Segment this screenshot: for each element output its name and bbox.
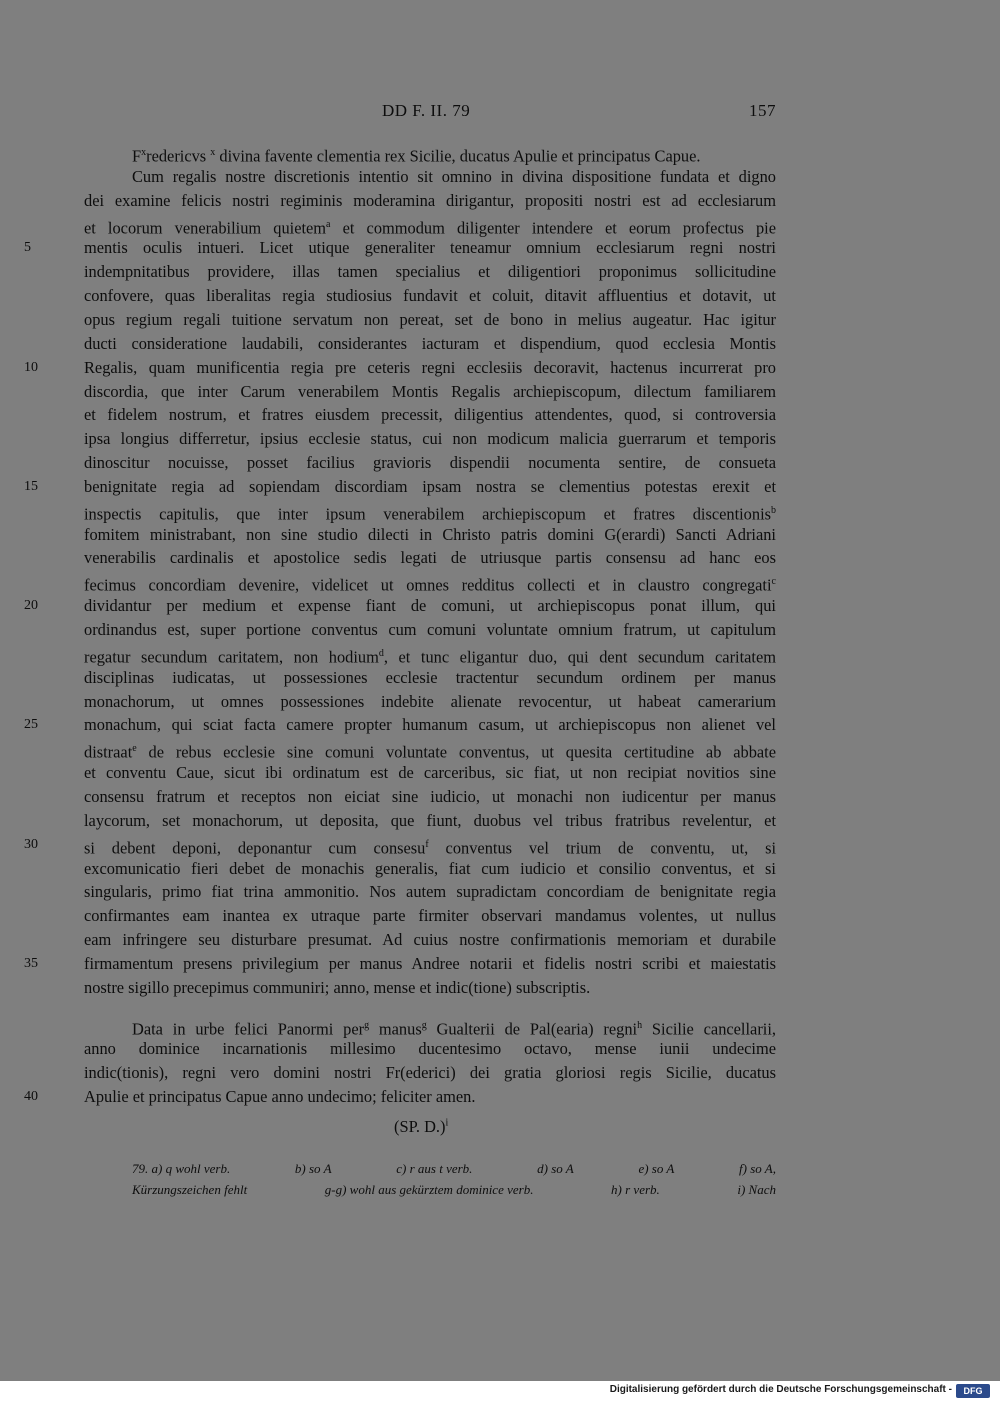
text-line [84,690,776,714]
text-line [24,236,776,260]
text-line [84,499,776,523]
line-text: dei examine felicis nostri regiminis moderamina dirigantur, propositi nostri est ad ecclesiarum [84,190,776,210]
footnote-entry: g-g) wohl aus gekürztem dominice verb. [324,1182,534,1197]
line-number: 10 [24,359,38,375]
footnote-entry: f) so A, [739,1161,776,1176]
line-text: confovere, quas liberalitas regia studiosius fundavit et coluit, ditavit affluentius et dotavit, ut [84,286,776,306]
line-text: benignitate regia ad sopiendam discordiam ipsam nostra se clementius potestas erexit et [84,476,776,496]
line-text: mentis oculis intueri. Licet utique generaliter teneamur omnium ecclesiarum regni nostri [84,238,776,258]
text-line [24,594,776,618]
line-number: 25 [24,717,38,733]
footnote-entry: Kürzungszeichen fehlt [132,1182,248,1197]
text-line [84,1061,776,1085]
footnote-entry: h) r verb. [611,1182,660,1197]
line-text: dividantur per medium et expense fiant de comuni, ut archiepiscopus ponat illum, qui [84,596,776,616]
line-text: monachorum, ut omnes possessiones indebite alienate revocentur, ut habeat camerarium [84,691,776,711]
line-text: si debent deponi, deponantur cum consesu$^f$ conventus vel trium de conventu, ut, si [84,838,777,858]
text-line [84,857,776,881]
line-text: disciplinas iudicatas, ut possessiones ecclesie tractentur secundum ordinem per manus [84,667,776,687]
footnote-entry: c) r aus t verb. [396,1161,473,1176]
text-line [84,904,776,928]
text-line [84,308,776,332]
text-line [84,570,776,594]
footnote-marker: x [210,147,216,158]
footnote-entry: i) Nach [737,1182,776,1197]
text-line [24,1085,776,1109]
text-line [84,403,776,427]
line-text: anno dominice incarnationis millesimo ducentesimo octavo, mense iunii undecime [84,1039,776,1059]
funding-note: Digitalisierung gefördert durch die Deutsche Forschungsgemeinschaft - [609,1384,952,1395]
text-line [84,976,776,1000]
footnote-marker: x [141,147,147,158]
text-line [84,189,776,213]
line-text: firmamentum presens privilegium per manus Andree notarii et fidelis nostri scribi et maiestatis [84,953,776,973]
signum-text: (SP. D.)$^i$ [394,1117,449,1136]
running-header: DD F. II. 79 [382,101,471,120]
text-line [84,451,776,475]
line-text: opus regium regali tuitione servatum non pereat, set de bono in melius augeatur. Hac igitur [84,309,776,329]
signum-line [394,1117,448,1137]
line-text: consensu fratrum et receptos non eiciat sine iudicio, ut monachi non iudicentur per manus [84,786,776,806]
line-text: Apulie et principatus Capue anno undecimo; feliciter amen. [84,1087,476,1107]
footnote-marker: f [425,838,429,850]
text-line [132,1014,776,1038]
text-line [24,475,776,499]
line-text: fecimus concordiam devenire, videlicet ut omnes redditus collecti et in claustro congregati$^c$ [84,575,776,595]
text-line [84,642,776,666]
footnote-marker: i [445,1117,449,1129]
footnote-line-1 [132,1159,776,1179]
footnote-marker: c [771,576,776,588]
line-number: 15 [24,478,38,494]
line-text: monachum, qui sciat facta camere propter humanum casum, ut archiepiscopus non alienet vel [84,715,776,735]
text-line [24,356,776,380]
line-text: Data in urbe felici Panormi per$^g$ manus$^g$ Gualterii de Pal(earia) regni$^h$ Sicilie cancellarii, [132,1019,776,1039]
line-text: ordinandus est, super portione conventus cum comuni voluntate omnium fratrum, ut capitulum [84,620,776,639]
text-line [24,833,777,858]
line-text: dinoscitur nocuisse, posset facilius gravioris dispendii nocumenta sentire, de consueta [84,453,776,473]
line-text: ipsa longius differretur, ipsius ecclesie status, cui non modicum malicia guerrarum et temporis [84,429,776,449]
footnote-marker: d [378,647,384,659]
line-number: 20 [24,598,38,614]
line-text: $F^xredericvs$ $^x$ divina favente clementia rex Sicilie, ducatus Apulie et principatus Capue. [132,146,701,166]
text-line [84,260,776,284]
text-line [84,737,776,761]
text-line [84,666,776,690]
line-text: et conventu Caue, sicut ibi ordinatum est de carceribus, sic fiat, ut non recipiat novitios sine [84,763,776,783]
line-text: fomitem ministrabant, non sine studio dilecti in Christo patris domini G(erardi) Sancti Adriani [84,524,776,544]
line-number: 40 [24,1089,38,1105]
footnote-marker: h [637,1019,643,1031]
line-text: indic(tionis), regni vero domini nostri Fr(ederici) dei gratia gloriosi regis Sicilie, ducatus [84,1063,776,1083]
text-line [84,880,776,904]
text-line [132,165,776,189]
line-text: ducti consideratione laudabili, considerantes iacturam et dispendium, quod ecclesia Montis [84,333,776,353]
footnote-entry: 79. a) q wohl verb. [132,1161,231,1176]
footnote-entry: d) so A [537,1161,574,1176]
page-number: 157 [749,101,776,120]
text-line [84,618,776,642]
line-number: 5 [24,240,31,256]
line-text: confirmantes eam inantea ex utraque parte firmiter observari mandamus volentes, ut nullus [84,906,776,926]
text-line [84,380,776,404]
footnote-marker: g [421,1019,427,1031]
footnote-line-2 [132,1180,776,1200]
text-line [84,332,776,356]
text-line [84,284,776,308]
footnote-marker: b [771,504,776,516]
footer-bar [0,1381,1000,1402]
text-line [84,809,776,833]
line-text: singularis, primo fiat trina ammonitio. Nos autem supradictam concordiam de benignitate regia [84,882,776,902]
dfg-logo: DFG [956,1384,990,1398]
text-line [24,952,776,976]
text-line [84,523,776,547]
line-text: Cum regalis nostre discretionis intentio sit omnino in divina dispositione fundata et digno [132,166,776,186]
line-text: indempnitatibus providere, illas tamen specialius et diligentiori proponimus sollicitudine [84,262,776,282]
line-text: discordia, que inter Carum venerabilem Montis Regalis archiepiscopum, dilectum familiarem [84,381,776,401]
line-number: 35 [24,955,38,971]
line-text: Regalis, quam munificentia regia pre ceteris regni ecclesiis decoravit, hactenus incurrerat pro [84,357,776,377]
text-line [84,213,776,237]
line-text: regatur secundum caritatem, non hodium$^d$, et tunc eligantur duo, qui dent secundum caritatem [84,647,776,667]
line-text: eam infringere seu disturbare presumat. Ad cuius nostre confirmationis memoriam et durabile [84,930,776,950]
line-text: venerabilis cardinalis et apostolice sedis legati de utriusque partis consensu ad hanc eos [84,548,776,568]
text-line [132,141,776,165]
line-text: inspectis capitulis, que inter ipsum venerabilem archiepiscopum et fratres discentionis$^b$ [84,504,776,524]
text-line [24,713,776,737]
text-line [84,761,776,785]
line-text: et fidelem nostrum, et fratres eiusdem precessit, diligentius attendentes, quod, si controversia [84,405,776,425]
line-text: laycorum, set monachorum, ut deposita, que fiunt, duobus vel tribus fratribus revelentur, et [84,810,776,830]
text-line [84,928,776,952]
line-text: et locorum venerabilium quietem$^a$ et commodum diligenter intendere et eorum profectus pie [84,218,776,238]
line-number: 30 [24,836,38,852]
line-text: distraat$^e$ de rebus ecclesie sine comuni voluntate conventus, ut quesita certitudine ab abbate [84,742,776,762]
text-line [84,1037,776,1061]
text-line [84,546,776,570]
footnote-entry: e) so A [638,1161,675,1176]
footnote-marker: e [132,743,137,755]
text-line [84,427,776,451]
line-text: excomunicatio fieri debet de monachis generalis, fiat cum iudicio et consilio conventus, et si [84,858,776,878]
footnote-marker: g [364,1019,370,1031]
text-line [84,785,776,809]
footnote-entry: b) so A [294,1161,332,1176]
line-text: nostre sigillo precepimus communiri; anno, mense et indic(tione) subscriptis. [84,977,591,997]
footnote-marker: a [326,218,331,230]
